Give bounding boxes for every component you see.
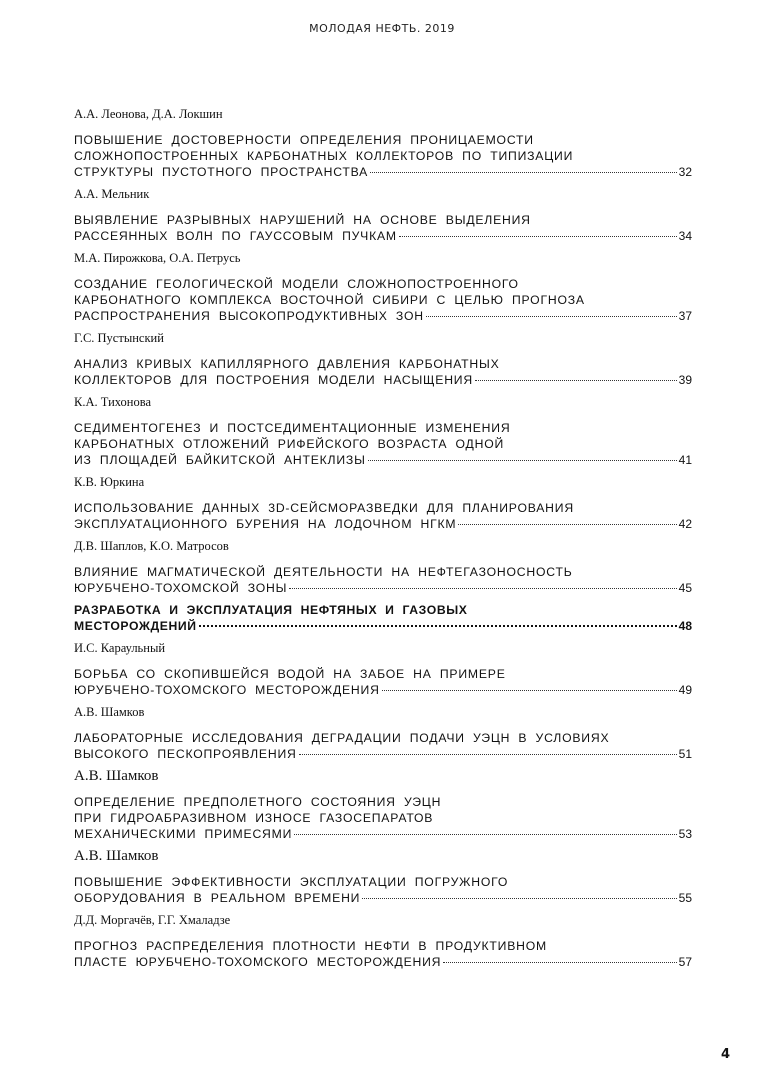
entry-page-number: 45 [678, 581, 692, 595]
toc-entry [74, 106, 692, 180]
toc-section-heading [74, 602, 692, 634]
title-last-line [74, 452, 692, 468]
title-last-line [74, 826, 692, 842]
page-number: 4 [720, 1047, 730, 1062]
entry-title [74, 730, 692, 762]
entry-authors: М.А. Пирожкова, О.А. Петрусь [74, 251, 241, 265]
title-line: ОПРЕДЕЛЕНИЕ ПРЕДПОЛЕТНОГО СОСТОЯНИЯ УЭЦН [74, 795, 442, 809]
entry-title [74, 666, 692, 698]
toc-entry [74, 768, 692, 842]
entry-title [74, 276, 692, 324]
entry-authors: А.А. Мельник [74, 187, 150, 201]
title-last-line [74, 308, 692, 324]
title-line: АНАЛИЗ КРИВЫХ КАПИЛЛЯРНОГО ДАВЛЕНИЯ КАРБОНАТНЫХ [74, 357, 500, 371]
title-line: ЮРУБЧЕНО-ТОХОМСКОГО МЕСТОРОЖДЕНИЯ [74, 683, 380, 697]
dot-leader [199, 624, 677, 627]
entry-page-number: 39 [678, 373, 692, 387]
entry-authors: Д.В. Шаплов, К.О. Матросов [74, 539, 229, 553]
dot-leader [426, 315, 677, 317]
title-line: КАРБОНАТНЫХ ОТЛОЖЕНИЙ РИФЕЙСКОГО ВОЗРАСТА ОДНОЙ [74, 437, 505, 451]
entry-title [74, 794, 692, 842]
entry-page-number: 32 [678, 165, 692, 179]
title-line: СЛОЖНОПОСТРОЕННЫХ КАРБОНАТНЫХ КОЛЛЕКТОРОВ ПО ТИПИЗАЦИИ [74, 149, 574, 163]
entry-authors: К.А. Тихонова [74, 395, 152, 409]
toc-entry [74, 538, 692, 596]
entry-page-number: 34 [678, 229, 692, 243]
entry-authors: И.С. Караульный [74, 641, 166, 655]
entry-title [74, 212, 692, 244]
title-last-line [74, 746, 692, 762]
toc-entry [74, 640, 692, 698]
title-last-line [74, 954, 692, 970]
title-line: ПЛАСТЕ ЮРУБЧЕНО-ТОХОМСКОГО МЕСТОРОЖДЕНИЯ [74, 955, 442, 969]
title-last-line [74, 580, 692, 596]
title-line: КАРБОНАТНОГО КОМПЛЕКСА ВОСТОЧНОЙ СИБИРИ С ЦЕЛЬЮ ПРОГНОЗА [74, 293, 585, 307]
title-line: КОЛЛЕКТОРОВ ДЛЯ ПОСТРОЕНИЯ МОДЕЛИ НАСЫЩЕНИЯ [74, 373, 473, 387]
title-line: РАССЕЯННЫХ ВОЛН ПО ГАУССОВЫМ ПУЧКАМ [74, 229, 397, 243]
title-line: ПРОГНОЗ РАСПРЕДЕЛЕНИЯ ПЛОТНОСТИ НЕФТИ В ПРОДУКТИВНОМ [74, 939, 547, 953]
entry-page-number: 37 [678, 309, 692, 323]
entry-title [74, 564, 692, 596]
title-line: МЕХАНИЧЕСКИМИ ПРИМЕСЯМИ [74, 827, 293, 841]
toc-entry [74, 330, 692, 388]
entry-authors: А.В. Шамков [74, 848, 159, 864]
title-line: СТРУКТУРЫ ПУСТОТНОГО ПРОСТРАНСТВА [74, 165, 369, 179]
entry-title [74, 420, 692, 468]
title-line: ПОВЫШЕНИЕ ЭФФЕКТИВНОСТИ ЭКСПЛУАТАЦИИ ПОГРУЖНОГО [74, 875, 509, 889]
dot-leader [299, 753, 677, 755]
toc-entry [74, 704, 692, 762]
title-line: ИСПОЛЬЗОВАНИЕ ДАННЫХ 3D-СЕЙСМОРАЗВЕДКИ ДЛЯ ПЛАНИРОВАНИЯ [74, 501, 574, 515]
entry-authors: А.А. Леонова, Д.А. Локшин [74, 107, 223, 121]
title-last-line [74, 164, 692, 180]
title-line: ЛАБОРАТОРНЫЕ ИССЛЕДОВАНИЯ ДЕГРАДАЦИИ ПОДАЧИ УЭЦН В УСЛОВИЯХ [74, 731, 610, 745]
dot-leader [289, 587, 676, 589]
title-line: ЭКСПЛУАТАЦИОННОГО БУРЕНИЯ НА ЛОДОЧНОМ НГКМ [74, 517, 457, 531]
title-line: ВЛИЯНИЕ МАГМАТИЧЕСКОЙ ДЕЯТЕЛЬНОСТИ НА НЕФТЕГАЗОНОСНОСТЬ [74, 565, 573, 579]
entry-authors: Д.Д. Моргачёв, Г.Г. Хмаладзе [74, 913, 231, 927]
toc-entry [74, 250, 692, 324]
entry-authors: А.В. Шамков [74, 705, 145, 719]
entry-page-number: 49 [678, 683, 692, 697]
title-line: ПОВЫШЕНИЕ ДОСТОВЕРНОСТИ ОПРЕДЕЛЕНИЯ ПРОНИЦАЕМОСТИ [74, 133, 534, 147]
entry-page-number: 42 [678, 517, 692, 531]
title-line: ОБОРУДОВАНИЯ В РЕАЛЬНОМ ВРЕМЕНИ [74, 891, 361, 905]
dot-leader [362, 897, 676, 899]
title-line: ИЗ ПЛОЩАДЕЙ БАЙКИТСКОЙ АНТЕКЛИЗЫ [74, 453, 366, 467]
entry-title [74, 874, 692, 906]
title-last-line [74, 372, 692, 388]
running-header: МОЛОДАЯ НЕФТЬ. 2019 [309, 22, 455, 35]
title-line: СОЗДАНИЕ ГЕОЛОГИЧЕСКОЙ МОДЕЛИ СЛОЖНОПОСТРОЕННОГО [74, 277, 519, 291]
entry-title [74, 938, 692, 970]
entry-authors: К.В. Юркина [74, 475, 145, 489]
dot-leader [382, 689, 677, 691]
dot-leader [475, 379, 677, 381]
entry-authors: Г.С. Пустынский [74, 331, 164, 345]
entry-title [74, 602, 692, 634]
title-line: ВЫСОКОГО ПЕСКОПРОЯВЛЕНИЯ [74, 747, 297, 761]
entry-page-number: 57 [678, 955, 692, 969]
toc-entry [74, 394, 692, 468]
entry-page-number: 55 [678, 891, 692, 905]
title-last-line [74, 890, 692, 906]
entry-page-number: 41 [678, 453, 692, 467]
entry-page-number: 51 [678, 747, 692, 761]
title-last-line [74, 228, 692, 244]
dot-leader [458, 523, 676, 525]
dot-leader [294, 833, 676, 835]
dot-leader [399, 235, 677, 237]
entry-title [74, 356, 692, 388]
title-line: БОРЬБА СО СКОПИВШЕЙСЯ ВОДОЙ НА ЗАБОЕ НА ПРИМЕРЕ [74, 667, 506, 681]
entry-title [74, 132, 692, 180]
entry-page-number: 48 [678, 619, 692, 633]
entry-page-number: 53 [678, 827, 692, 841]
entry-authors: А.В. Шамков [74, 768, 159, 784]
dot-leader [370, 171, 677, 173]
toc-entry [74, 474, 692, 532]
title-line: РАСПРОСТРАНЕНИЯ ВЫСОКОПРОДУКТИВНЫХ ЗОН [74, 309, 424, 323]
title-line: РАЗРАБОТКА И ЭКСПЛУАТАЦИЯ НЕФТЯНЫХ И ГАЗОВЫХ [74, 603, 468, 617]
entry-title [74, 500, 692, 532]
title-line: МЕСТОРОЖДЕНИЙ [74, 619, 197, 633]
table-of-contents [74, 106, 692, 976]
toc-entry [74, 186, 692, 244]
title-line: СЕДИМЕНТОГЕНЕЗ И ПОСТСЕДИМЕНТАЦИОННЫЕ ИЗМЕНЕНИЯ [74, 421, 511, 435]
dot-leader [368, 459, 677, 461]
title-line: ПРИ ГИДРОАБРАЗИВНОМ ИЗНОСЕ ГАЗОСЕПАРАТОВ [74, 811, 434, 825]
toc-entry [74, 848, 692, 906]
toc-entry [74, 912, 692, 970]
title-last-line [74, 618, 692, 634]
title-line: ВЫЯВЛЕНИЕ РАЗРЫВНЫХ НАРУШЕНИЙ НА ОСНОВЕ ВЫДЕЛЕНИЯ [74, 213, 531, 227]
title-line: ЮРУБЧЕНО-ТОХОМСКОЙ ЗОНЫ [74, 581, 288, 595]
dot-leader [443, 961, 676, 963]
title-last-line [74, 682, 692, 698]
title-last-line [74, 516, 692, 532]
